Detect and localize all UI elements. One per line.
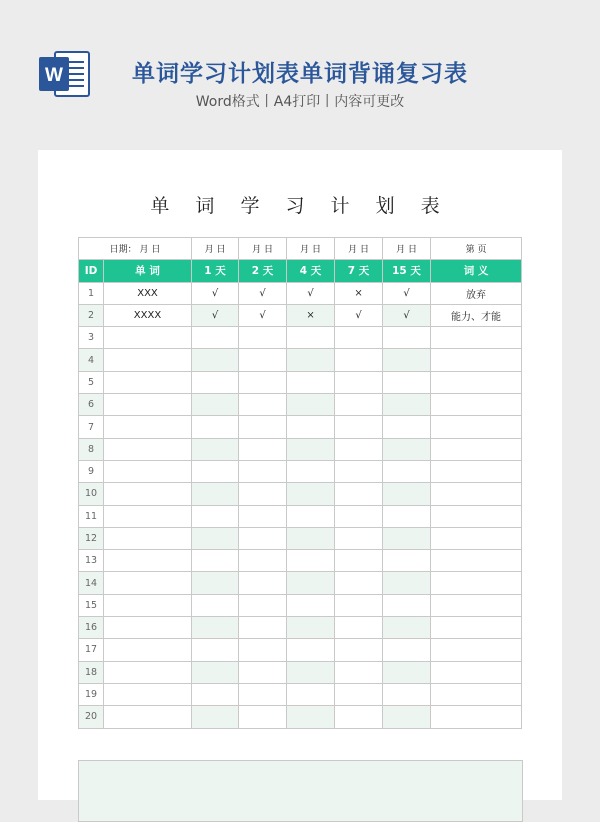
row-id-cell: 3: [79, 327, 104, 349]
review-day4-cell[interactable]: [287, 416, 335, 438]
column-header-row: [79, 260, 522, 282]
row-id-cell: 14: [79, 572, 104, 594]
meaning-cell[interactable]: [431, 594, 522, 616]
review-day7-cell[interactable]: [335, 327, 383, 349]
review-day1-cell[interactable]: [192, 706, 239, 728]
row-id-cell: 4: [79, 349, 104, 371]
row-id-cell: 17: [79, 639, 104, 661]
review-day2-cell[interactable]: [239, 394, 287, 416]
page-title: 单词学习计划表单词背诵复习表: [132, 61, 468, 87]
page-number-cell[interactable]: 第 页: [431, 238, 522, 260]
row-id-cell: 2: [79, 304, 104, 326]
meaning-cell[interactable]: [431, 460, 522, 482]
review-day15-cell[interactable]: [383, 594, 431, 616]
document-title: 单 词 学 习 计 划 表: [150, 195, 450, 217]
review-day7-cell[interactable]: [335, 394, 383, 416]
table-row: [79, 394, 522, 416]
date-cell-day15[interactable]: 月 日: [383, 238, 431, 260]
review-day4-cell[interactable]: [287, 394, 335, 416]
review-day15-cell[interactable]: [383, 550, 431, 572]
meaning-cell[interactable]: [431, 527, 522, 549]
review-day7-cell[interactable]: [335, 639, 383, 661]
table-row: [79, 683, 522, 705]
review-day15-cell[interactable]: [383, 661, 431, 683]
word-cell[interactable]: XXX: [104, 282, 192, 304]
word-cell[interactable]: [104, 416, 192, 438]
row-id-cell: 20: [79, 706, 104, 728]
review-day4-cell[interactable]: [287, 505, 335, 527]
review-day4-cell[interactable]: √: [287, 282, 335, 304]
review-day4-cell[interactable]: [287, 594, 335, 616]
table-row: [79, 706, 522, 728]
review-day2-cell[interactable]: [239, 550, 287, 572]
row-id-cell: 9: [79, 460, 104, 482]
review-day7-cell[interactable]: [335, 661, 383, 683]
table-row: [79, 371, 522, 393]
word-cell[interactable]: [104, 394, 192, 416]
word-cell[interactable]: [104, 706, 192, 728]
table-row: [79, 594, 522, 616]
row-id-cell: 1: [79, 282, 104, 304]
date-row: [79, 238, 522, 260]
table-row: [79, 639, 522, 661]
review-day1-cell[interactable]: [192, 572, 239, 594]
review-day15-cell[interactable]: [383, 683, 431, 705]
table-row: [79, 304, 522, 326]
table-row: [79, 505, 522, 527]
word-cell[interactable]: [104, 527, 192, 549]
review-day1-cell[interactable]: [192, 416, 239, 438]
review-day7-cell[interactable]: [335, 438, 383, 460]
meaning-cell[interactable]: [431, 438, 522, 460]
column-header-day2: 2 天: [239, 260, 287, 282]
review-day15-cell[interactable]: √: [383, 304, 431, 326]
meaning-cell[interactable]: [431, 706, 522, 728]
review-day7-cell[interactable]: [335, 617, 383, 639]
review-day2-cell[interactable]: √: [239, 304, 287, 326]
word-cell[interactable]: [104, 371, 192, 393]
table-row: [79, 282, 522, 304]
review-day4-cell[interactable]: [287, 483, 335, 505]
review-day2-cell[interactable]: [239, 706, 287, 728]
review-day7-cell[interactable]: [335, 527, 383, 549]
review-day1-cell[interactable]: [192, 683, 239, 705]
review-day15-cell[interactable]: [383, 505, 431, 527]
row-id-cell: 16: [79, 617, 104, 639]
review-day4-cell[interactable]: [287, 639, 335, 661]
table-row: [79, 550, 522, 572]
word-cell[interactable]: [104, 550, 192, 572]
review-day4-cell[interactable]: [287, 327, 335, 349]
review-day15-cell[interactable]: √: [383, 282, 431, 304]
column-header-id: ID: [79, 260, 104, 282]
table-row: [79, 527, 522, 549]
word-cell[interactable]: [104, 639, 192, 661]
review-day7-cell[interactable]: [335, 572, 383, 594]
review-day1-cell[interactable]: [192, 327, 239, 349]
row-id-cell: 5: [79, 371, 104, 393]
review-day2-cell[interactable]: [239, 371, 287, 393]
meaning-cell[interactable]: [431, 349, 522, 371]
row-id-cell: 19: [79, 683, 104, 705]
meaning-cell[interactable]: [431, 483, 522, 505]
review-day1-cell[interactable]: [192, 550, 239, 572]
page-subtitle: Word格式丨A4打印丨内容可更改: [195, 94, 405, 110]
word-cell[interactable]: [104, 594, 192, 616]
word-cell[interactable]: [104, 349, 192, 371]
meaning-cell[interactable]: [431, 505, 522, 527]
review-day15-cell[interactable]: [383, 438, 431, 460]
meaning-cell[interactable]: [431, 394, 522, 416]
review-day15-cell[interactable]: [383, 527, 431, 549]
review-day1-cell[interactable]: [192, 661, 239, 683]
row-id-cell: 12: [79, 527, 104, 549]
date-cell-day4[interactable]: 月 日: [287, 238, 335, 260]
word-cell[interactable]: [104, 572, 192, 594]
review-day2-cell[interactable]: [239, 349, 287, 371]
meaning-cell[interactable]: [431, 617, 522, 639]
word-cell[interactable]: [104, 438, 192, 460]
review-day1-cell[interactable]: [192, 394, 239, 416]
review-day7-cell[interactable]: [335, 460, 383, 482]
meaning-cell[interactable]: 放弃: [431, 282, 522, 304]
review-day4-cell[interactable]: [287, 706, 335, 728]
notes-box[interactable]: [78, 760, 523, 822]
table-row: [79, 438, 522, 460]
review-day4-cell[interactable]: [287, 661, 335, 683]
review-day1-cell[interactable]: [192, 527, 239, 549]
column-header-word: 单 词: [104, 260, 192, 282]
review-day15-cell[interactable]: [383, 394, 431, 416]
plan-table-wrapper: [78, 237, 521, 729]
review-day2-cell[interactable]: [239, 438, 287, 460]
date-cell-day2[interactable]: 月 日: [239, 238, 287, 260]
review-day15-cell[interactable]: [383, 327, 431, 349]
row-id-cell: 11: [79, 505, 104, 527]
date-cell-day7[interactable]: 月 日: [335, 238, 383, 260]
review-day7-cell[interactable]: [335, 416, 383, 438]
review-day1-cell[interactable]: √: [192, 282, 239, 304]
review-day7-cell[interactable]: √: [335, 304, 383, 326]
word-cell[interactable]: [104, 661, 192, 683]
table-row: [79, 572, 522, 594]
review-day4-cell[interactable]: [287, 349, 335, 371]
review-day2-cell[interactable]: [239, 572, 287, 594]
review-day15-cell[interactable]: [383, 483, 431, 505]
column-header-day7: 7 天: [335, 260, 383, 282]
table-row: [79, 617, 522, 639]
review-day2-cell[interactable]: [239, 594, 287, 616]
column-header-meaning: 词 义: [431, 260, 522, 282]
table-row: [79, 416, 522, 438]
column-header-day1: 1 天: [192, 260, 239, 282]
review-day15-cell[interactable]: [383, 460, 431, 482]
meaning-cell[interactable]: [431, 661, 522, 683]
word-cell[interactable]: XXXX: [104, 304, 192, 326]
row-id-cell: 15: [79, 594, 104, 616]
review-day1-cell[interactable]: [192, 505, 239, 527]
word-cell[interactable]: [104, 327, 192, 349]
review-day1-cell[interactable]: [192, 617, 239, 639]
review-day2-cell[interactable]: [239, 416, 287, 438]
review-day1-cell[interactable]: [192, 438, 239, 460]
table-row: [79, 327, 522, 349]
review-day4-cell[interactable]: [287, 550, 335, 572]
plan-table: [78, 237, 522, 729]
row-id-cell: 10: [79, 483, 104, 505]
meaning-cell[interactable]: 能力、才能: [431, 304, 522, 326]
review-day1-cell[interactable]: [192, 594, 239, 616]
row-id-cell: 8: [79, 438, 104, 460]
meaning-cell[interactable]: [431, 572, 522, 594]
review-day2-cell[interactable]: [239, 683, 287, 705]
word-cell[interactable]: [104, 483, 192, 505]
review-day4-cell[interactable]: [287, 438, 335, 460]
word-cell[interactable]: [104, 617, 192, 639]
word-cell[interactable]: [104, 460, 192, 482]
review-day2-cell[interactable]: √: [239, 282, 287, 304]
review-day7-cell[interactable]: [335, 371, 383, 393]
review-day1-cell[interactable]: [192, 483, 239, 505]
date-cell-day1[interactable]: 月 日: [192, 238, 239, 260]
word-cell[interactable]: [104, 683, 192, 705]
review-day1-cell[interactable]: [192, 349, 239, 371]
review-day7-cell[interactable]: [335, 706, 383, 728]
table-row: [79, 349, 522, 371]
review-day4-cell[interactable]: [287, 683, 335, 705]
word-cell[interactable]: [104, 505, 192, 527]
review-day4-cell[interactable]: [287, 572, 335, 594]
review-day15-cell[interactable]: [383, 639, 431, 661]
meaning-cell[interactable]: [431, 683, 522, 705]
review-day4-cell[interactable]: [287, 527, 335, 549]
meaning-cell[interactable]: [431, 327, 522, 349]
meaning-cell[interactable]: [431, 416, 522, 438]
row-id-cell: 7: [79, 416, 104, 438]
review-day7-cell[interactable]: [335, 594, 383, 616]
review-day15-cell[interactable]: [383, 706, 431, 728]
review-day15-cell[interactable]: [383, 416, 431, 438]
review-day4-cell[interactable]: [287, 617, 335, 639]
column-header-day15: 15 天: [383, 260, 431, 282]
review-day4-cell[interactable]: ×: [287, 304, 335, 326]
review-day2-cell[interactable]: [239, 327, 287, 349]
table-row: [79, 460, 522, 482]
review-day15-cell[interactable]: [383, 617, 431, 639]
review-day7-cell[interactable]: ×: [335, 282, 383, 304]
review-day7-cell[interactable]: [335, 483, 383, 505]
meaning-cell[interactable]: [431, 371, 522, 393]
review-day15-cell[interactable]: [383, 572, 431, 594]
review-day15-cell[interactable]: [383, 371, 431, 393]
review-day7-cell[interactable]: [335, 550, 383, 572]
review-day7-cell[interactable]: [335, 349, 383, 371]
review-day2-cell[interactable]: [239, 527, 287, 549]
review-day7-cell[interactable]: [335, 505, 383, 527]
svg-text:W: W: [45, 65, 63, 86]
review-day1-cell[interactable]: [192, 460, 239, 482]
review-day2-cell[interactable]: [239, 661, 287, 683]
row-id-cell: 18: [79, 661, 104, 683]
header-banner: [0, 0, 600, 150]
review-day2-cell[interactable]: [239, 617, 287, 639]
meaning-cell[interactable]: [431, 550, 522, 572]
table-row: [79, 661, 522, 683]
review-day1-cell[interactable]: √: [192, 304, 239, 326]
review-day2-cell[interactable]: [239, 505, 287, 527]
review-day1-cell[interactable]: [192, 639, 239, 661]
review-day7-cell[interactable]: [335, 683, 383, 705]
review-day4-cell[interactable]: [287, 460, 335, 482]
review-day4-cell[interactable]: [287, 371, 335, 393]
row-id-cell: 13: [79, 550, 104, 572]
review-day15-cell[interactable]: [383, 349, 431, 371]
row-id-cell: 6: [79, 394, 104, 416]
table-row: [79, 483, 522, 505]
column-header-day4: 4 天: [287, 260, 335, 282]
meaning-cell[interactable]: [431, 639, 522, 661]
review-day1-cell[interactable]: [192, 371, 239, 393]
review-day2-cell[interactable]: [239, 639, 287, 661]
review-day2-cell[interactable]: [239, 460, 287, 482]
review-day2-cell[interactable]: [239, 483, 287, 505]
date-cell[interactable]: 日期： 月 日: [79, 238, 192, 260]
